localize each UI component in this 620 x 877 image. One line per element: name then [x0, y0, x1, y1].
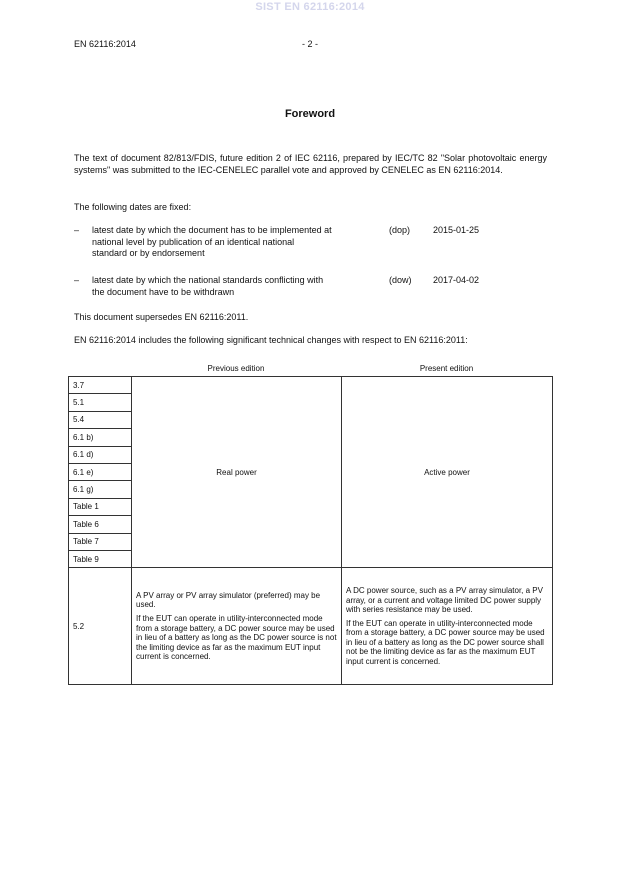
date-value: 2017-04-02 — [433, 275, 480, 285]
clause-cell: 5.1 — [69, 394, 132, 411]
table-row — [69, 377, 553, 394]
clause-cell: 6.1 b) — [69, 429, 132, 446]
previous-cell-dc-source — [132, 568, 342, 685]
date-code: (dop) — [389, 225, 411, 235]
cell-paragraph: If the EUT can operate in utility-interconnected mode from a storage battery, a DC power source may be used in lieu of a battery as long as the DC power source is not the limiting device as far as the maximum EUT input current is concerned. — [136, 613, 337, 662]
line: latest date by which the document has to be implemented at — [92, 225, 332, 235]
clause-cell: 5.4 — [69, 411, 132, 428]
clause-cell: 3.7 — [69, 377, 132, 394]
list-dash: – — [74, 225, 80, 235]
clause-cell: Table 9 — [69, 550, 132, 567]
line: the document have to be withdrawn — [92, 286, 235, 297]
line: standard or by endorsement — [92, 248, 205, 258]
clause-cell: 5.2 — [69, 568, 132, 685]
date-item-text — [92, 275, 377, 298]
previous-cell-real-power: Real power — [132, 377, 342, 568]
dates-intro: The following dates are fixed: — [74, 202, 192, 212]
present-cell-dc-source — [342, 568, 553, 685]
header-doc-id: EN 62116:2014 — [74, 39, 136, 49]
intro-paragraph: The text of document 82/813/FDIS, future edition 2 of IEC 62116, prepared by IEC/TC 82 "Solar photovoltaic energy systems" was submitted to the IEC-CENELEC parallel vote and approved by CENELEC as EN 62116:2014. — [74, 153, 547, 175]
column-header-present: Present edition — [419, 364, 474, 373]
line: national level by publication of an identical national — [92, 236, 295, 247]
changes-intro: EN 62116:2014 includes the following significant technical changes with respect to EN 62116:2011: — [74, 335, 468, 345]
line: latest date by which the national standards conflicting with — [92, 275, 324, 285]
cell-paragraph: A DC power source, such as a PV array simulator, a PV array, or a current and voltage limited DC power supply with series resistance may be used. — [346, 585, 543, 615]
column-header-previous: Previous edition — [207, 364, 265, 373]
date-value: 2015-01-25 — [433, 225, 480, 235]
table-row — [69, 568, 553, 685]
present-cell-active-power: Active power — [342, 377, 553, 568]
list-dash: – — [74, 275, 80, 285]
supersedes-text: This document supersedes EN 62116:2011. — [74, 312, 249, 322]
cell-paragraph: If the EUT can operate in utility-interconnected mode from a storage battery, a DC power source may be used in lieu of a battery as long as the DC power source shall not be the limiting device as far as the maximum EUT input current is concerned. — [346, 618, 545, 667]
date-code: (dow) — [389, 275, 412, 285]
page-title: Foreword — [284, 108, 336, 120]
clause-cell: 6.1 g) — [69, 481, 132, 498]
date-item-text — [92, 225, 377, 260]
changes-table — [68, 376, 553, 685]
clause-cell: Table 6 — [69, 516, 132, 533]
clause-cell: Table 1 — [69, 498, 132, 515]
header-page-number: - 2 - — [301, 39, 318, 49]
cell-paragraph: A PV array or PV array simulator (preferred) may be used. — [136, 590, 321, 610]
watermark: SIST EN 62116:2014 — [255, 1, 365, 13]
clause-cell: 6.1 d) — [69, 446, 132, 463]
clause-cell: Table 7 — [69, 533, 132, 550]
clause-cell: 6.1 e) — [69, 463, 132, 480]
